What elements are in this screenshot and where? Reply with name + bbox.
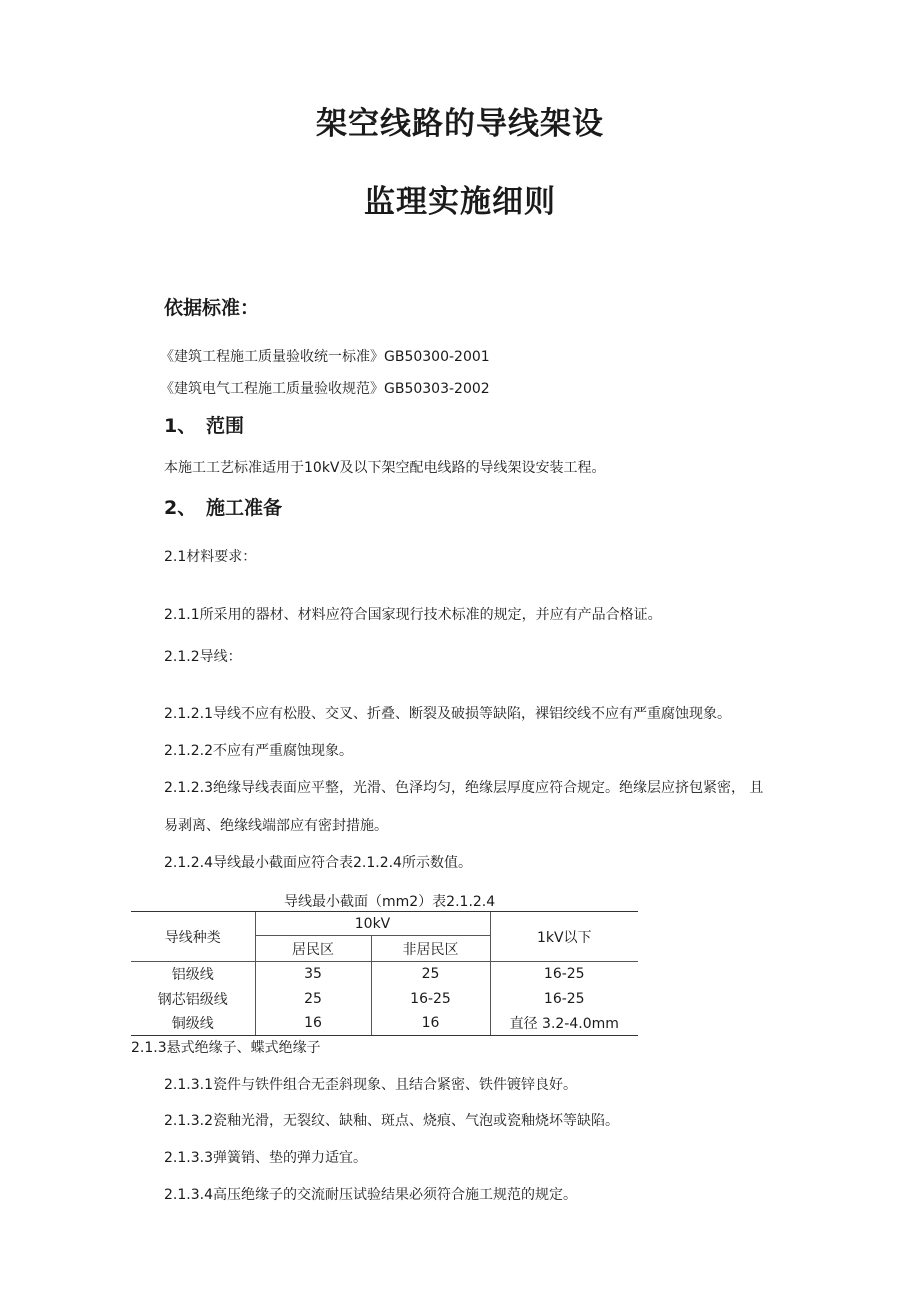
cell-type: 钢芯铝级线 <box>157 991 228 1008</box>
section-title: 范围 <box>206 415 245 437</box>
cell-residential: 25 <box>255 987 371 1011</box>
table-row <box>131 987 638 1011</box>
paragraph: 2.1材料要求： <box>164 549 257 565</box>
paragraph: 2.1.2.3绝缘导线表面应平整，光滑、色泽均匀，绝缘层厚度应符合规定。绝缘层应挤包紧密， 且 <box>164 780 764 796</box>
cell-below-1kv: 直径 3.2-4.0mm <box>490 1011 638 1036</box>
header-nonresidential: 非居民区 <box>371 936 490 962</box>
paragraph: 2.1.3.3弹簧销、垫的弹力适宜。 <box>164 1150 367 1166</box>
basis-heading: 依据标准： <box>164 297 260 319</box>
paragraph: 2.1.3.4高压绝缘子的交流耐压试验结果必须符合施工规范的规定。 <box>164 1187 577 1203</box>
cell-residential: 16 <box>255 1011 371 1036</box>
header-residential: 居民区 <box>255 936 371 962</box>
cell-type: 铜级线 <box>131 1011 255 1036</box>
section-number: 2、 <box>164 497 197 519</box>
header-type: 导线种类 <box>131 912 255 962</box>
paragraph: 2.1.3.1瓷件与铁件组合无歪斜现象、且结合紧密、铁件镀锌良好。 <box>164 1077 577 1093</box>
paragraph: 2.1.3悬式绝缘子、蝶式绝缘子 <box>131 1040 321 1056</box>
paragraph: 2.1.2.1导线不应有松股、交叉、折叠、断裂及破损等缺陷，裸铝绞线不应有严重腐蚀现象。 <box>164 706 731 722</box>
table-row <box>131 962 638 987</box>
cell-nonresidential: 16 <box>371 1011 490 1036</box>
scope-text: 本施工工艺标准适用于10kV及以下架空配电线路的导线架设安装工程。 <box>164 460 606 476</box>
header-10kv: 10kV <box>255 912 490 936</box>
min-section-table <box>131 911 638 1036</box>
paragraph: 2.1.2导线： <box>164 649 242 665</box>
cell-nonresidential: 25 <box>371 962 490 987</box>
document-title-line1: 架空线路的导线架设 <box>316 106 604 142</box>
section-heading-scope <box>164 411 244 438</box>
section-heading-prep <box>164 493 282 520</box>
cell-below-1kv: 16-25 <box>490 987 638 1011</box>
header-below-1kv: 1kV以下 <box>490 912 638 962</box>
section-number: 1、 <box>164 415 197 437</box>
document-title-line2: 监理实施细则 <box>364 184 556 220</box>
paragraph: 2.1.2.4导线最小截面应符合表2.1.2.4所示数值。 <box>164 855 472 871</box>
paragraph: 2.1.1所采用的器材、材料应符合国家现行技术标准的规定，并应有产品合格证。 <box>164 607 662 623</box>
paragraph: 易剥离、绝缘线端部应有密封措施。 <box>164 818 388 834</box>
standard-item: 《建筑工程施工质量验收统一标准》GB50300-2001 <box>160 349 490 365</box>
paragraph: 2.1.2.2不应有严重腐蚀现象。 <box>164 743 353 759</box>
cell-type: 铝级线 <box>171 967 214 984</box>
table-row <box>131 1011 638 1036</box>
cell-residential: 35 <box>255 962 371 987</box>
section-title: 施工准备 <box>206 497 283 519</box>
cell-nonresidential: 16-25 <box>371 987 490 1011</box>
table-caption: 导线最小截面（mm2）表2.1.2.4 <box>284 894 496 910</box>
standard-item: 《建筑电气工程施工质量验收规范》GB50303-2002 <box>160 381 490 397</box>
cell-below-1kv: 16-25 <box>490 962 638 987</box>
paragraph: 2.1.3.2瓷釉光滑，无裂纹、缺釉、斑点、烧痕、气泡或瓷釉烧坏等缺陷。 <box>164 1113 619 1129</box>
